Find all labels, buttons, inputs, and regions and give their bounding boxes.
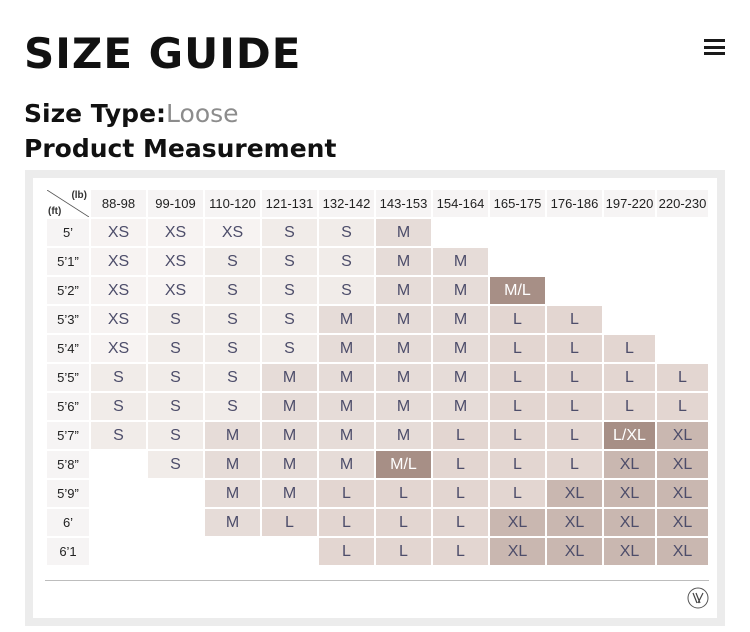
size-cell: L (376, 509, 431, 536)
weight-column-header: 121-131 (262, 190, 317, 217)
hamburger-menu-icon[interactable] (704, 39, 725, 55)
empty-cell (604, 277, 655, 304)
table-row (47, 306, 708, 333)
size-cell: S (262, 248, 317, 275)
table-row (47, 509, 708, 536)
weight-column-header: 88-98 (91, 190, 146, 217)
size-cell: L (490, 393, 545, 420)
size-cell: S (148, 306, 203, 333)
size-cell: L (490, 422, 545, 449)
table-row (47, 248, 708, 275)
size-cell: M (319, 451, 374, 478)
size-cell: L (433, 422, 488, 449)
height-row-header: 5’5” (47, 364, 89, 391)
size-cell: M (376, 393, 431, 420)
empty-cell (657, 306, 708, 333)
empty-cell (91, 480, 146, 507)
size-cell: L (376, 538, 431, 565)
page-title: SIZE GUIDE (24, 29, 302, 78)
size-cell: S (205, 393, 260, 420)
divider (45, 580, 709, 581)
empty-cell (657, 248, 708, 275)
size-cell: L (376, 480, 431, 507)
empty-cell (604, 219, 655, 246)
size-cell: M (319, 364, 374, 391)
size-cell: M (262, 422, 317, 449)
size-cell: L/XL (604, 422, 655, 449)
size-cell: M (319, 306, 374, 333)
empty-cell (490, 248, 545, 275)
size-cell: S (205, 335, 260, 362)
empty-cell (91, 538, 146, 565)
size-cell: L (262, 509, 317, 536)
empty-cell (657, 219, 708, 246)
size-cell: XL (657, 538, 708, 565)
size-cell: XL (547, 509, 602, 536)
size-cell: L (547, 364, 602, 391)
empty-cell (657, 277, 708, 304)
table-row (47, 364, 708, 391)
size-cell: S (262, 219, 317, 246)
empty-cell (547, 277, 602, 304)
size-cell: M/L (376, 451, 431, 478)
empty-cell (547, 248, 602, 275)
size-cell: M (376, 219, 431, 246)
size-cell: L (319, 538, 374, 565)
size-cell: M (205, 480, 260, 507)
size-cell: M (376, 277, 431, 304)
table-row (47, 451, 708, 478)
empty-cell (547, 219, 602, 246)
empty-cell (148, 509, 203, 536)
size-cell: XL (490, 538, 545, 565)
size-cell: XL (657, 422, 708, 449)
size-cell: XS (91, 219, 146, 246)
size-type (24, 97, 239, 131)
size-cell: M (319, 335, 374, 362)
weight-unit-label: (lb) (71, 190, 87, 201)
size-cell: M (319, 393, 374, 420)
size-cell: L (490, 451, 545, 478)
size-cell: XS (148, 277, 203, 304)
size-cell: L (547, 335, 602, 362)
size-cell: L (319, 509, 374, 536)
empty-cell (91, 509, 146, 536)
size-cell: M (433, 306, 488, 333)
size-chart-body (47, 219, 708, 565)
size-cell: XL (604, 451, 655, 478)
size-cell: M (433, 393, 488, 420)
height-row-header: 5’8” (47, 451, 89, 478)
brand-logo-icon (687, 587, 709, 609)
size-cell: M (262, 480, 317, 507)
size-cell: L (547, 393, 602, 420)
table-row (47, 277, 708, 304)
size-cell: M (262, 393, 317, 420)
size-cell: XS (91, 277, 146, 304)
height-row-header: 5’ (47, 219, 89, 246)
empty-cell (148, 538, 203, 565)
size-cell: L (490, 364, 545, 391)
size-cell: S (205, 277, 260, 304)
size-cell: L (433, 509, 488, 536)
size-cell: M (433, 364, 488, 391)
empty-cell (490, 219, 545, 246)
size-cell: M (376, 364, 431, 391)
empty-cell (433, 219, 488, 246)
empty-cell (148, 480, 203, 507)
size-cell: S (148, 393, 203, 420)
size-cell: L (604, 393, 655, 420)
height-row-header: 5’1” (47, 248, 89, 275)
height-row-header: 6’1 (47, 538, 89, 565)
size-cell: S (205, 248, 260, 275)
size-cell: M (433, 248, 488, 275)
size-cell: XS (148, 219, 203, 246)
weight-column-header: 110-120 (205, 190, 260, 217)
height-row-header: 5’6” (47, 393, 89, 420)
table-row (47, 219, 708, 246)
size-cell: S (91, 393, 146, 420)
size-cell: M (433, 277, 488, 304)
empty-cell (657, 335, 708, 362)
empty-cell (604, 248, 655, 275)
size-chart-table (45, 188, 710, 567)
size-cell: S (319, 277, 374, 304)
height-row-header: 5’2” (47, 277, 89, 304)
size-cell: M (205, 451, 260, 478)
size-cell: S (319, 248, 374, 275)
size-cell: XL (604, 538, 655, 565)
size-cell: S (262, 306, 317, 333)
size-cell: S (262, 277, 317, 304)
size-cell: S (91, 422, 146, 449)
empty-cell (604, 306, 655, 333)
size-cell: L (433, 538, 488, 565)
weight-column-header: 197-220 (604, 190, 655, 217)
size-chart-panel (33, 178, 717, 618)
weight-column-header: 220-230 (657, 190, 708, 217)
corner-cell (47, 190, 89, 217)
size-cell: XL (657, 451, 708, 478)
height-row-header: 5’4” (47, 335, 89, 362)
size-cell: S (205, 364, 260, 391)
size-cell: XS (91, 248, 146, 275)
size-cell: XS (148, 248, 203, 275)
size-cell: L (433, 480, 488, 507)
size-cell: M (376, 248, 431, 275)
size-cell: L (490, 480, 545, 507)
weight-column-header: 176-186 (547, 190, 602, 217)
height-row-header: 6’ (47, 509, 89, 536)
size-cell: XL (547, 538, 602, 565)
size-cell: XL (547, 480, 602, 507)
size-cell: XL (657, 480, 708, 507)
table-row (47, 393, 708, 420)
empty-cell (91, 451, 146, 478)
size-type-value: Loose (166, 99, 239, 128)
size-cell: M (319, 422, 374, 449)
size-cell: M (376, 422, 431, 449)
size-cell: S (148, 422, 203, 449)
weight-column-header: 165-175 (490, 190, 545, 217)
empty-cell (205, 538, 260, 565)
table-row (47, 335, 708, 362)
size-cell: L (547, 451, 602, 478)
size-cell: L (490, 335, 545, 362)
size-cell: L (319, 480, 374, 507)
weight-column-header: 154-164 (433, 190, 488, 217)
height-row-header: 5’9” (47, 480, 89, 507)
size-cell: M (376, 306, 431, 333)
size-cell: S (148, 451, 203, 478)
size-cell: L (604, 335, 655, 362)
size-cell: S (91, 364, 146, 391)
size-cell: S (319, 219, 374, 246)
size-cell: M (433, 335, 488, 362)
size-cell: XS (91, 335, 146, 362)
size-cell: M (205, 509, 260, 536)
size-cell: L (433, 451, 488, 478)
size-cell: XS (91, 306, 146, 333)
size-cell: L (657, 364, 708, 391)
empty-cell (262, 538, 317, 565)
size-cell: XL (490, 509, 545, 536)
header-row (47, 190, 708, 217)
size-cell: L (657, 393, 708, 420)
size-cell: M (262, 364, 317, 391)
size-cell: L (604, 364, 655, 391)
height-row-header: 5’7” (47, 422, 89, 449)
size-cell: XL (604, 480, 655, 507)
size-cell: M/L (490, 277, 545, 304)
size-cell: S (262, 335, 317, 362)
size-cell: M (262, 451, 317, 478)
section-title: Product Measurement (24, 134, 337, 163)
table-row (47, 538, 708, 565)
size-cell: XL (657, 509, 708, 536)
table-row (47, 480, 708, 507)
size-chart-frame (25, 170, 725, 626)
table-row (47, 422, 708, 449)
size-cell: XS (205, 219, 260, 246)
size-cell: XL (604, 509, 655, 536)
size-cell: S (205, 306, 260, 333)
size-type-label: Size Type: (24, 99, 167, 128)
height-row-header: 5’3” (47, 306, 89, 333)
size-cell: S (148, 364, 203, 391)
size-cell: L (547, 422, 602, 449)
height-unit-label: (ft) (48, 206, 62, 217)
weight-column-header: 132-142 (319, 190, 374, 217)
size-cell: L (547, 306, 602, 333)
size-cell: S (148, 335, 203, 362)
weight-column-header: 99-109 (148, 190, 203, 217)
size-cell: M (376, 335, 431, 362)
size-cell: M (205, 422, 260, 449)
size-cell: L (490, 306, 545, 333)
weight-column-header: 143-153 (376, 190, 431, 217)
